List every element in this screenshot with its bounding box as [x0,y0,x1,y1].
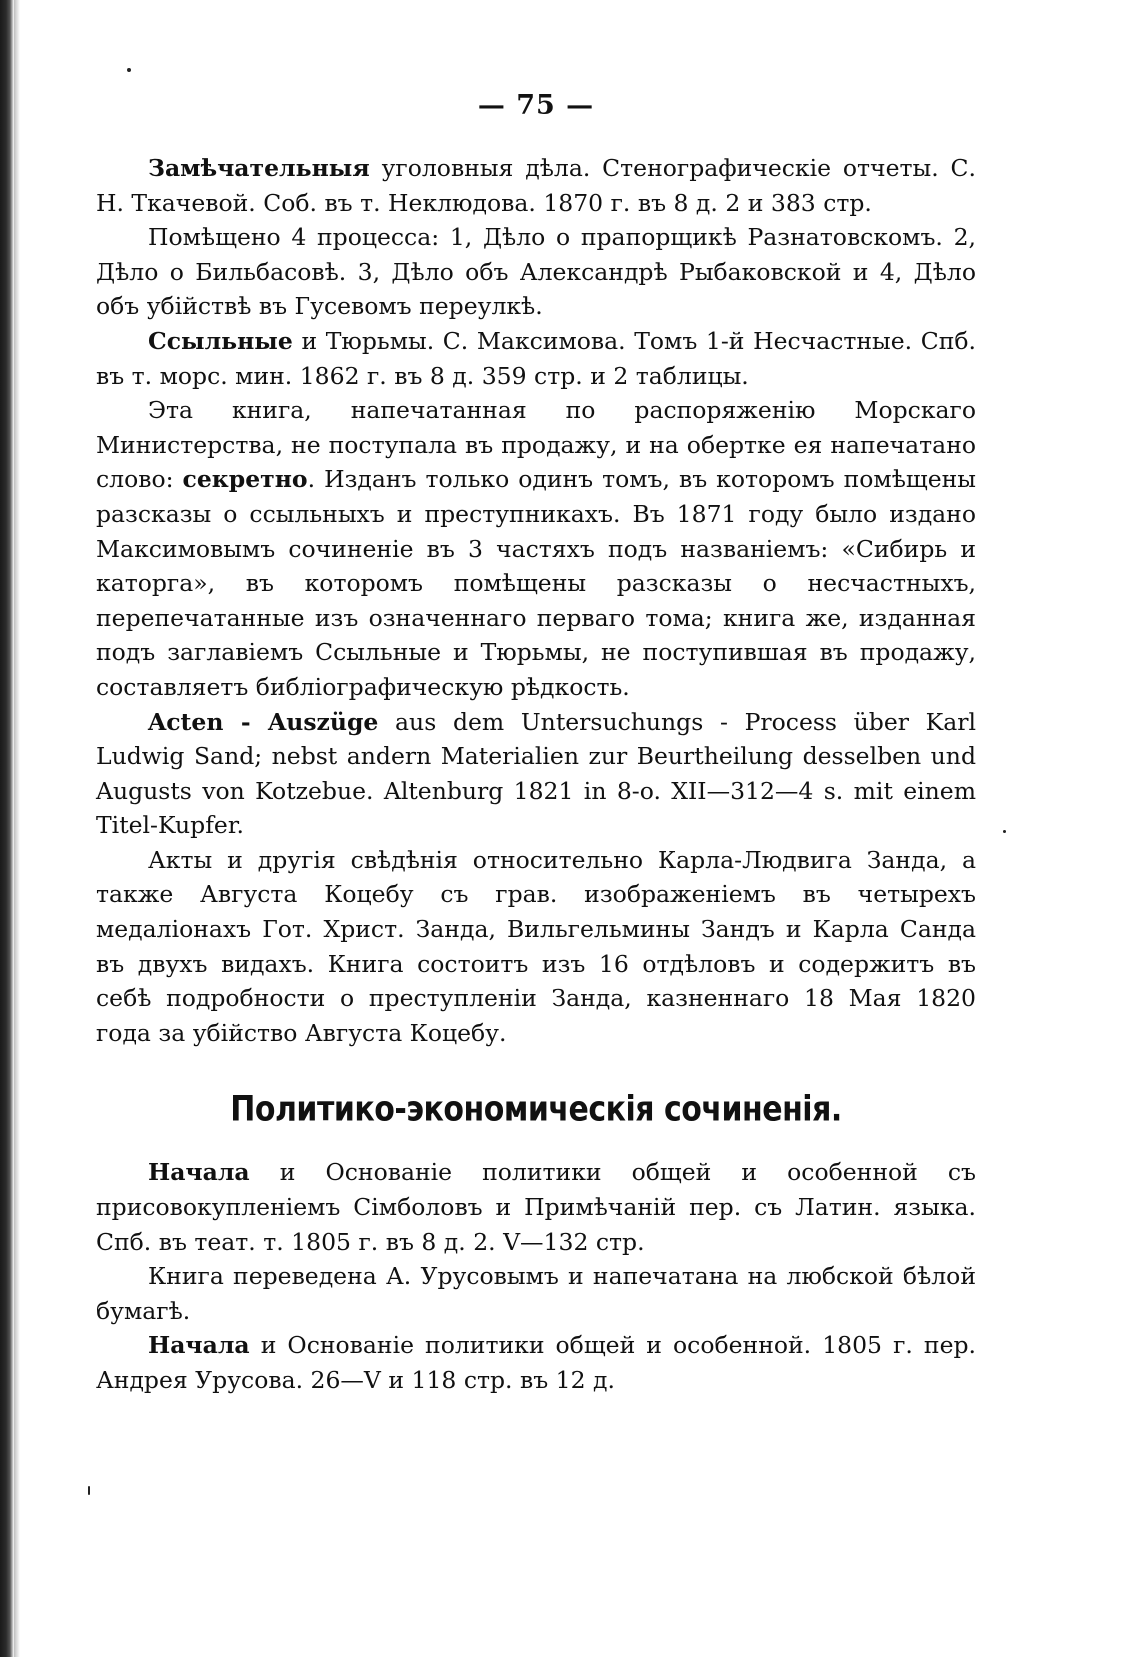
entry-beginnings-politics-1 [96,1155,976,1259]
entry-exiles-and-prisons [96,324,976,393]
entry-lead: Начала [148,1158,250,1187]
entry-text: aus dem Untersuchungs - Process über Karl Ludwig Sand; nebst andern Materialien zur Beurtheilung desselben und Augusts von Kotzebue. Altenburg 1821 in 8-o. XII—312—4 s. mit einem Titel-Kupfer. [96,707,976,840]
entry-note-secret-book [96,393,976,704]
entry-text: и Тюрьмы. С. Максимова. Томъ 1-й Несчастные. Спб. въ т. морс. мин. 1862 г. въ 8 д. 359 стр. и 2 таблицы. [96,326,976,390]
print-speck [88,1486,90,1495]
print-speck [127,68,131,72]
entry-text: . Изданъ только одинъ томъ, въ которомъ помѣщены разсказы о ссыльныхъ и преступникахъ. Въ 1871 году было издано Максимовымъ сочиненіе въ 3 частяхъ подъ названіемъ: «Сибирь и каторга», въ которомъ помѣщены разсказы о несчастныхъ, перепечатанные изъ означеннаго перваго тома; книга же, изданная подъ заглавіемъ Ссыльные и Тюрьмы, не поступившая въ продажу, составляетъ библіографическую рѣдкость. [96,465,976,701]
page-binding-edge [0,0,14,1657]
entry-text: Акты и другія свѣдѣнія относительно Карла-Людвига Занда, а также Августа Коцебу съ грав. изображеніемъ въ четырехъ медаліонахъ Гот. Христ. Занда, Вильгельмины Зандъ и Карла Санда въ двухъ видахъ. Книга состоитъ изъ 16 отдѣловъ и содержитъ въ себѣ подробности о преступленіи Занда, казненнаго 18 Мая 1820 года за убійство Августа Коцебу. [96,845,976,1047]
entry-text: Книга переведена А. Урусовымъ и напечатана на любской бѣлой бумагѣ. [96,1262,976,1325]
page-number: — 75 — [477,90,595,121]
entry-note-sand-acts [96,843,976,1051]
entry-text: Помѣщено 4 процесса: 1, Дѣло о прапорщикѣ Разнатовскомъ. 2, Дѣло о Бильбасовѣ. 3, Дѣло объ Александрѣ Рыбаковской и 4, Дѣло объ убійствѣ въ Гусевомъ переулкѣ. [96,223,976,321]
entry-lead: Ссыльные [148,326,293,355]
entry-lead: Acten - Auszüge [148,707,379,736]
page-binding-shadow [14,0,20,1657]
entry-text-before: Эта книга, напечатанная по распоряженію Морскаго Министерства, не поступала въ продажу, и на обертке ея напечатано слово: [96,396,976,494]
entry-acten-auszuge [96,705,976,843]
entry-text: и Основаніе политики общей и особенной. 1805 г. пер. Андрея Урусова. 26—V и 118 стр. въ 12 д. [96,1331,976,1394]
page-text-block [96,90,976,1398]
entry-text: и Основаніе политики общей и особенной съ присовокупленіемъ Сімболовъ и Примѣчаній пер. съ Латин. языка. Спб. въ теат. т. 1805 г. въ 8 д. 2. V—132 стр. [96,1158,976,1256]
entry-note-four-trials [96,220,976,324]
entry-beginnings-politics-2 [96,1328,976,1397]
entry-bold-word: секретно [182,465,308,494]
print-speck [1003,830,1006,833]
entry-remarkable-criminal-cases [96,151,976,220]
entry-note-translated [96,1259,976,1328]
entry-lead: Замѣчательныя [148,154,370,182]
section-heading: Политико-экономическія сочиненія. [230,1089,842,1131]
entry-text: уголовныя дѣла. Стенографическіе отчеты. С. Н. Ткачевой. Соб. въ т. Неклюдова. 1870 г. въ 8 д. 2 и 383 стр. [96,154,976,217]
entry-lead: Начала [148,1331,250,1360]
